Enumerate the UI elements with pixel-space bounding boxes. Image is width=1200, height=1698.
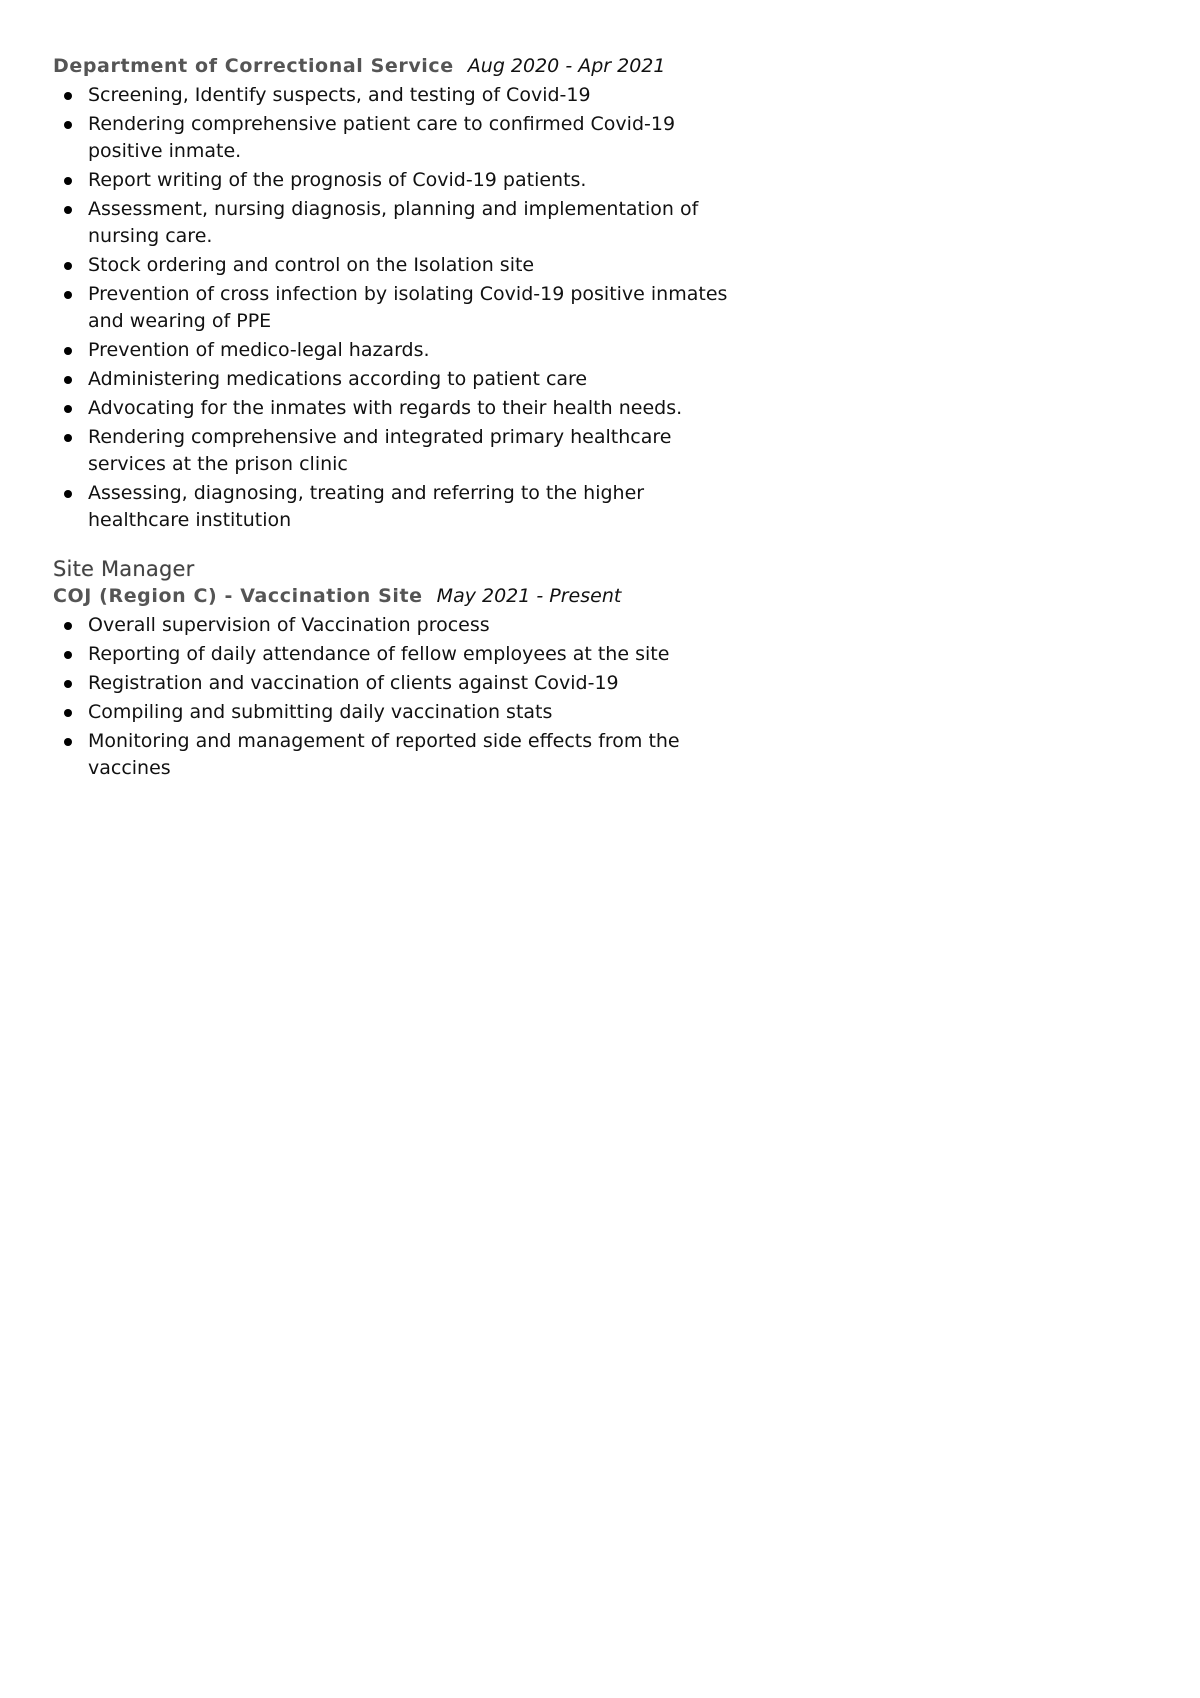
duty-item: Compiling and submitting daily vaccination stats	[53, 699, 733, 726]
job-title: Site Manager	[53, 557, 195, 581]
org-line	[53, 52, 733, 80]
resume-page	[53, 52, 733, 784]
employment-dates: Aug 2020 - Apr 2021	[467, 55, 666, 77]
duty-item: Overall supervision of Vaccination process	[53, 612, 733, 639]
duty-item: Monitoring and management of reported side effects from the vaccines	[53, 728, 733, 782]
org-line	[53, 582, 733, 610]
duty-item: Registration and vaccination of clients against Covid-19	[53, 670, 733, 697]
duty-item: Screening, Identify suspects, and testing of Covid-19	[53, 82, 733, 109]
duties-list	[53, 82, 733, 534]
experience-entry-vaccination-site	[53, 556, 733, 782]
duty-item: Assessing, diagnosing, treating and referring to the higher healthcare institution	[53, 480, 733, 534]
duty-item: Report writing of the prognosis of Covid-19 patients.	[53, 167, 733, 194]
duty-item: Prevention of cross infection by isolating Covid-19 positive inmates and wearing of PPE	[53, 281, 733, 335]
duty-item: Administering medications according to patient care	[53, 366, 733, 393]
experience-entry-correctional-service	[53, 52, 733, 534]
duty-item: Rendering comprehensive and integrated primary healthcare services at the prison clinic	[53, 424, 733, 478]
duty-item: Advocating for the inmates with regards to their health needs.	[53, 395, 733, 422]
duty-item: Prevention of medico-legal hazards.	[53, 337, 733, 364]
duty-item: Rendering comprehensive patient care to confirmed Covid-19 positive inmate.	[53, 111, 733, 165]
org-name: COJ (Region C) - Vaccination Site	[53, 585, 423, 607]
org-name: Department of Correctional Service	[53, 55, 454, 77]
employment-dates: May 2021 - Present	[436, 585, 622, 607]
duty-item: Reporting of daily attendance of fellow employees at the site	[53, 641, 733, 668]
duty-item: Assessment, nursing diagnosis, planning and implementation of nursing care.	[53, 196, 733, 250]
duty-item: Stock ordering and control on the Isolation site	[53, 252, 733, 279]
duties-list	[53, 612, 733, 782]
